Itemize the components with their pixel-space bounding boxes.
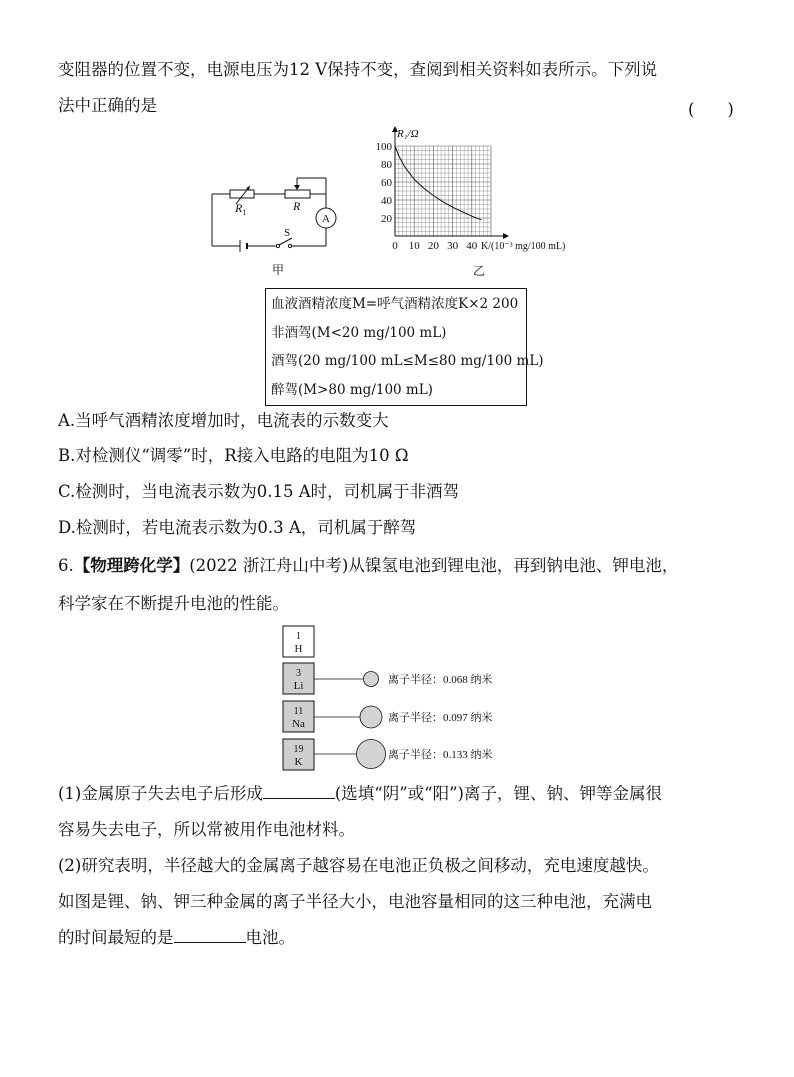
alcohol-info-table — [265, 288, 544, 406]
y-tick-label: 20 — [381, 213, 392, 225]
r-label: R — [293, 199, 301, 213]
graph-axes — [392, 126, 509, 239]
circuit-diagram — [200, 170, 350, 280]
graph-y-label: R₁/Ω — [397, 128, 419, 140]
sub1-line-2: 容易失去电子，所以常被用作电池材料。 — [58, 820, 355, 839]
element-number-k: 19 — [293, 744, 304, 755]
element-symbol-h: H — [294, 643, 303, 655]
option-a: A.当呼气酒精浓度增加时，电流表的示数变大 — [58, 411, 389, 430]
circuit-caption: 甲 — [272, 263, 285, 277]
k-ion-circle — [357, 740, 386, 769]
ion-radius-diagram — [280, 622, 540, 772]
x-tick-label: 20 — [427, 240, 439, 252]
sub2-line3-part2: 电池。 — [245, 928, 295, 947]
element-symbol-li: Li — [293, 680, 304, 692]
answer-bracket: ( ) — [688, 100, 734, 119]
option-d: D.检测时，若电流表示数为0.3 A，司机属于醉驾 — [58, 518, 417, 537]
x-tick-label: 30 — [447, 240, 459, 252]
element-symbol-na: Na — [292, 718, 305, 730]
sub1-part1: (1)金属原子失去电子后形成 — [58, 784, 263, 803]
x-tick-label: 10 — [408, 240, 420, 252]
k-radius-label: 离子半径：0.133 纳米 — [388, 749, 493, 761]
y-tick-label: 80 — [381, 159, 392, 171]
switch-contact — [288, 244, 291, 247]
q6-line-2: 科学家在不断提升电池的性能。 — [58, 594, 289, 613]
graph-x-label: K/(10⁻³ mg/100 mL) — [481, 241, 566, 252]
option-b: B.对检测仪“调零”时，R接入电路的电阻为10 Ω — [58, 446, 409, 465]
answer-blank-2[interactable] — [174, 926, 246, 943]
sub1-part2: (选填“阴”或“阳”)离子，锂、钠、钾等金属很 — [334, 784, 662, 803]
sub2-line-1: (2)研究表明，半径越大的金属离子越容易在电池正负极之间移动，充电速度越快。 — [58, 856, 659, 875]
sub2-line-3 — [58, 926, 295, 950]
r1-arrowhead — [246, 186, 250, 190]
na-radius-label: 离子半径：0.097 纳米 — [388, 712, 493, 724]
info-row-heavily-drunk: 醉驾(M>80 mg/100 mL) — [271, 382, 433, 398]
graph-grid — [395, 146, 491, 236]
info-row-drunk: 酒驾(20 mg/100 mL≤M≤80 mg/100 mL) — [271, 353, 544, 369]
element-number-na: 11 — [293, 706, 304, 717]
resistance-graph — [365, 124, 595, 282]
graph-curve-r1-vs-k — [395, 146, 481, 220]
r-rheostat — [285, 190, 310, 198]
element-number-li: 3 — [296, 668, 301, 679]
x-tick-label: 0 — [392, 240, 398, 252]
x-tick-label: 40 — [466, 240, 478, 252]
sub2-line-2: 如图是锂、钠、钾三种金属的离子半径大小，电池容量相同的这三种电池，充满电 — [58, 892, 652, 911]
graph-y-ticks — [376, 141, 393, 225]
graph-caption: 乙 — [473, 264, 486, 278]
ammeter-label: A — [322, 213, 330, 225]
intro-line-2: 法中正确的是 — [58, 96, 157, 115]
intro-line-1: 变阻器的位置不变，电源电压为12 V保持不变，查阅到相关资料如表所示。下列说 — [58, 60, 658, 79]
q6-text: (2022 浙江舟山中考)从镍氢电池到锂电池，再到钠电池、钾电池， — [189, 556, 679, 575]
li-radius-label: 离子半径：0.068 纳米 — [388, 674, 493, 686]
q6-line-1 — [58, 554, 678, 578]
q6-number: 6. — [58, 556, 74, 575]
y-tick-label: 40 — [381, 195, 392, 207]
switch-label: S — [284, 227, 291, 239]
graph-x-ticks — [392, 240, 478, 252]
element-number-h: 1 — [296, 631, 301, 642]
x-axis-arrow — [503, 233, 509, 239]
r-slider-arrow — [294, 185, 300, 190]
answer-blank-1[interactable] — [263, 782, 335, 799]
info-row-formula: 血液酒精浓度M=呼气酒精浓度K×2 200 — [271, 296, 519, 312]
info-row-non-drunk: 非酒驾(M<20 mg/100 mL) — [271, 325, 447, 341]
r1-label: $R_1$ — [235, 201, 247, 217]
li-ion-circle — [364, 672, 379, 687]
element-symbol-k: K — [294, 756, 303, 768]
sub2-line3-part1: 的时间最短的是 — [58, 928, 174, 947]
y-tick-label: 60 — [381, 177, 392, 189]
q6-tag: 【物理跨化学】 — [73, 556, 190, 575]
option-c: C.检测时，当电流表示数为0.15 A时，司机属于非酒驾 — [58, 482, 460, 501]
na-ion-circle — [360, 706, 382, 728]
sub1-line-1 — [58, 782, 662, 806]
y-tick-label: 100 — [375, 141, 392, 153]
